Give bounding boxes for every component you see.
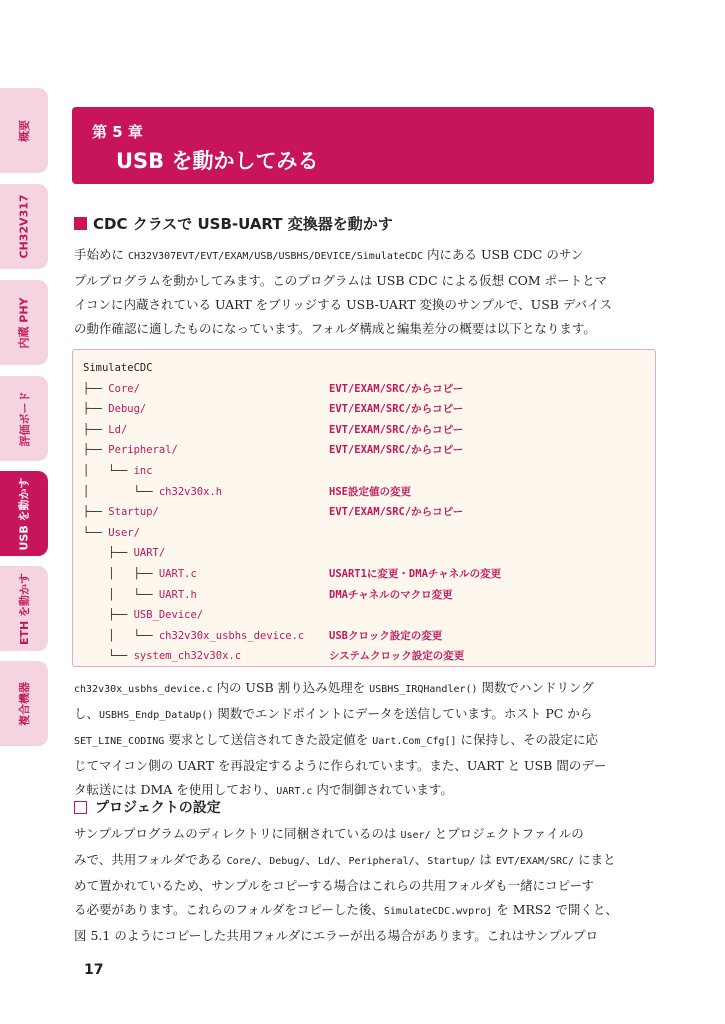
tree-item-note: USART1に変更・DMAチャネルの変更 [329, 568, 502, 580]
tree-branch: ├── [83, 547, 134, 560]
square-bullet-icon [74, 217, 87, 230]
intro-paragraph [74, 243, 656, 341]
tree-item-name: ch32v30x_usbhs_device.c [158, 629, 305, 642]
side-tab-eval-board[interactable] [0, 376, 48, 461]
tree-row [83, 605, 203, 625]
tree-branch: └── [83, 650, 134, 663]
tree-item-note: EVT/EXAM/SRC/からコピー [329, 403, 464, 416]
tree-item-name: inc [133, 465, 153, 477]
intro-line-4: の動作確認に適したものになっています。フォルダ構成と編集差分の概要は以下となります。 [74, 321, 596, 336]
desc-line-5: タ転送には DMA を使用しており、UART.c 内で制御されています。 [74, 782, 453, 797]
desc-line-3: SET_LINE_CODING 要求として送信されてきた設定値を Uart.Com_Cfg[] に保持し、その設定に応 [74, 732, 599, 747]
tree-row [83, 646, 241, 666]
section-heading-text: CDC クラスで USB-UART 変換器を動かす [93, 215, 393, 233]
project-line-5: 図 5.1 のようにコピーした共用フォルダにエラーが出る場合があります。これはサンプルプロ [74, 928, 599, 943]
chapter-number: 第 5 章 [92, 123, 143, 141]
tree-row [83, 379, 140, 399]
tree-item-name: Core/ [108, 382, 140, 395]
tree-item-name: User/ [108, 526, 140, 539]
project-paragraph [74, 822, 656, 948]
tree-row [83, 502, 159, 522]
tree-item-note: DMAチャネルのマクロ変更 [329, 588, 453, 601]
path-code: CH32V307EVT/EVT/EXAM/USB/USBHS/DEVICE/SimulateCDC [127, 251, 423, 262]
tree-branch: │ └── [83, 588, 159, 601]
chapter-title: USB を動かしてみる [116, 149, 319, 173]
tree-branch: │ ├── [83, 568, 159, 580]
tree-item-note: EVT/EXAM/SRC/からコピー [329, 506, 464, 519]
section-heading [74, 213, 393, 234]
tree-branch: └── [83, 526, 109, 539]
sub-heading [74, 797, 221, 817]
intro-line-2: プルプログラムを動かしてみます。このプログラムは USB CDC による仮想 COM ポートとマ [74, 273, 608, 288]
tree-branch: ├── [83, 382, 109, 395]
tree-row [83, 420, 127, 440]
side-tab-overview[interactable] [0, 88, 48, 173]
tree-row [83, 543, 165, 563]
tree-item-name: UART.c [158, 568, 197, 580]
tree-row [83, 440, 178, 460]
project-line-1: サンプルプログラムのディレクトリに同梱されているのは User/ とプロジェクトファイルの [74, 826, 584, 841]
tree-row [83, 564, 197, 584]
tree-item-name: Debug/ [108, 403, 147, 416]
tree-item-name: system_ch32v30x.c [133, 650, 242, 663]
tree-branch: ├── [83, 423, 109, 436]
tree-item-note: EVT/EXAM/SRC/からコピー [329, 423, 464, 436]
tree-item-note: HSE設定値の変更 [329, 485, 411, 498]
tree-row [83, 626, 304, 646]
intro-line-3: イコンに内蔵されている UART をブリッジする USB-UART 変換のサンプルで、USB デバイス [74, 297, 613, 312]
side-tab-composite[interactable] [0, 661, 48, 746]
tree-row [83, 461, 153, 481]
tree-branch: │ └── [83, 485, 159, 498]
sub-heading-text: プロジェクトの設定 [95, 800, 221, 816]
page-number: 17 [84, 962, 104, 978]
tree-item-name: UART.h [158, 588, 197, 601]
side-tab-label: USB を動かす [18, 476, 32, 551]
tree-row [83, 585, 197, 605]
tree-row [83, 523, 140, 543]
tree-item-name: Peripheral/ [108, 444, 178, 457]
tree-root: SimulateCDC [83, 362, 153, 374]
tree-item-name: USB_Device/ [133, 609, 204, 622]
side-tab-label: 評価ボード [18, 391, 31, 446]
side-tab-label: 複合機器 [18, 681, 31, 726]
chapter-banner [72, 107, 654, 184]
project-line-2: みで、共用フォルダである Core/、Debug/、Ld/、Peripheral/、Startup/ は EVT/EXAM/SRC/ にまと [74, 852, 616, 867]
side-tab-label: 内蔵 PHY [18, 296, 32, 349]
side-tab-usb[interactable] [0, 471, 48, 556]
tree-branch: ├── [83, 403, 109, 416]
folder-tree-box [72, 349, 656, 667]
project-line-4: る必要があります。これらのフォルダをコピーした後、SimulateCDC.wvproj を MRS2 で開くと、 [74, 902, 618, 917]
tree-item-name: ch32v30x.h [158, 485, 223, 498]
tree-row [83, 482, 222, 502]
tree-item-note: システムクロック設定の変更 [329, 650, 465, 663]
tree-item-name: Ld/ [108, 423, 128, 436]
usb-description-paragraph [74, 676, 656, 804]
desc-line-2: し、USBHS_Endp_DataUp() 関数でエンドポイントにデータを送信しています。ホスト PC から [74, 706, 593, 721]
tree-row [83, 399, 146, 419]
desc-line-1: ch32v30x_usbhs_device.c 内の USB 割り込み処理を USBHS_IRQHandler() 関数でハンドリング [74, 680, 594, 695]
side-tab-ch32v317[interactable] [0, 184, 48, 269]
side-tab-label: 概要 [18, 119, 31, 142]
tree-branch: │ └── [83, 465, 134, 477]
tree-branch: ├── [83, 609, 134, 622]
side-tab-label: CH32V317 [17, 194, 31, 259]
tree-item-note: USBクロック設定の変更 [329, 629, 443, 642]
project-line-3: めて置かれているため、サンプルをコピーする場合はこれらの共用フォルダも一緒にコピーす [74, 878, 595, 893]
tree-branch: │ └── [83, 629, 159, 642]
side-tab-eth[interactable] [0, 566, 48, 651]
desc-line-4: じてマイコン側の UART を再設定するように作られています。また、UART と USB 間のデー [74, 758, 607, 773]
tree-branch: ├── [83, 444, 109, 457]
tree-item-name: UART/ [133, 547, 166, 560]
tree-item-name: Startup/ [108, 506, 159, 519]
side-tab-label: ETH を動かす [18, 572, 31, 645]
hollow-square-bullet-icon [74, 801, 87, 814]
tree-branch: ├── [83, 506, 109, 519]
intro-line-1: 手始めに CH32V307EVT/EVT/EXAM/USB/USBHS/DEVICE/SimulateCDC 内にある USB CDC のサン [74, 247, 584, 262]
tree-item-note: EVT/EXAM/SRC/からコピー [329, 382, 464, 395]
tree-item-note: EVT/EXAM/SRC/からコピー [329, 444, 464, 457]
side-tab-internal-phy[interactable] [0, 280, 48, 365]
